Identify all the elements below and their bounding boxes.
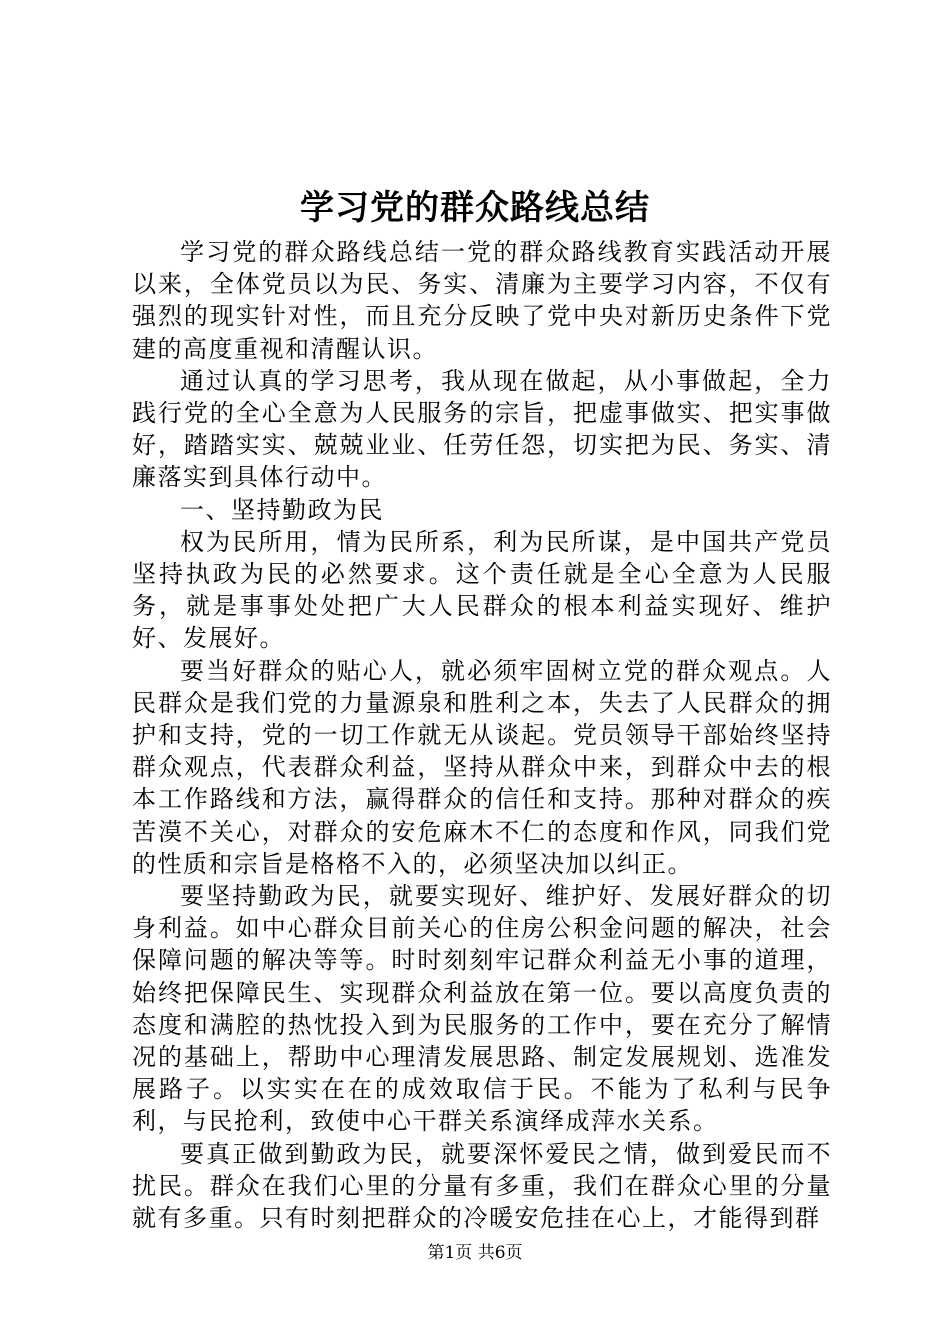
page-footer: 第1页 共6页 xyxy=(427,1243,523,1263)
paragraph-2: 通过认真的学习思考，我从现在做起，从小事做起，全力践行党的全心全意为人民服务的宗旨，把虚事做实、把实事做好，踏踏实实、兢兢业业、任劳任怨，切实把为民、务实、清廉落实到具体行动中。 xyxy=(132,366,832,492)
paragraph-3: 权为民所用，情为民所系，利为民所谋，是中国共产党员坚持执政为民的必然要求。这个责任就是全心全意为人民服务，就是事事处处把广大人民群众的根本利益实现好、维护好、发展好。 xyxy=(132,527,832,653)
paragraph-6: 要真正做到勤政为民，就要深怀爱民之情，做到爱民而不扰民。群众在我们心里的分量有多重，我们在群众心里的分量就有多重。只有时刻把群众的冷暖安危挂在心上，才能得到群 xyxy=(132,1139,832,1233)
paragraph-4: 要当好群众的贴心人，就必须牢固树立党的群众观点。人民群众是我们党的力量源泉和胜利之本，失去了人民群众的拥护和支持，党的一切工作就无从谈起。党员领导干部始终坚持群众观点，代表群众利益，坚持从群众中来，到群众中去的根本工作路线和方法，赢得群众的信任和支持。那种对群众的疾苦漠不关心，对群众的安危麻木不仁的态度和作风，同我们党的性质和宗旨是格格不入的，必须坚决加以纠正。 xyxy=(132,656,832,878)
document-body xyxy=(132,236,832,1234)
paragraph-1: 学习党的群众路线总结一党的群众路线教育实践活动开展以来，全体党员以为民、务实、清廉为主要学习内容，不仅有强烈的现实针对性，而且充分反映了党中央对新历史条件下党建的高度重视和清醒认识。 xyxy=(132,238,832,363)
paragraph-5: 要坚持勤政为民，就要实现好、维护好、发展好群众的切身利益。如中心群众目前关心的住房公积金问题的解决，社会保障问题的解决等等。时时刻刻牢记群众利益无小事的道理，始终把保障民生、实现群众利益放在第一位。要以高度负责的态度和满腔的热忱投入到为民服务的工作中，要在充分了解情况的基础上，帮助中心理清发展思路、制定发展规划、选准发展路子。以实实在在的成效取信于民。不能为了私利与民争利，与民抢利，致使中心干群关系演绎成萍水关系。 xyxy=(132,882,832,1136)
page-title: 学习党的群众路线总结 xyxy=(300,188,650,228)
section-heading: 一、坚持勤政为民 xyxy=(180,495,384,524)
